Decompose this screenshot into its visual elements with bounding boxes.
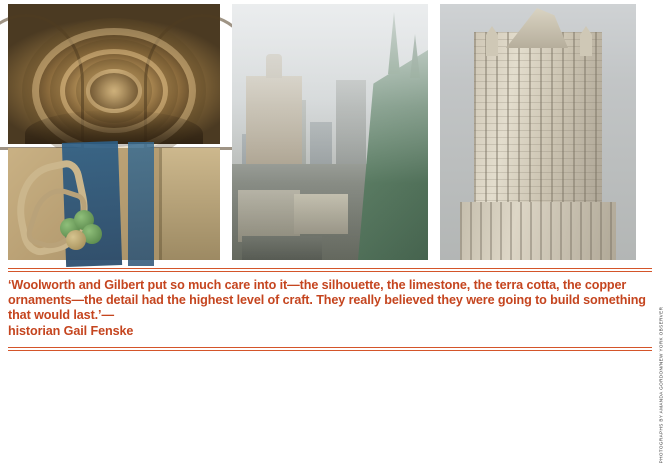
corner-turret [580,26,592,56]
terra-cotta-pilaster [159,148,220,260]
ornament-detail-photo [8,148,220,260]
photo-credit: PHOTOGRAPHS BY AMANDA GORDON/NEW YORK OBSERVER [659,306,664,463]
building-setback-base [460,202,616,260]
manhattan-skyline-photo [232,4,428,260]
pull-quote-text: ‘Woolworth and Gilbert put so much care into it—the silhouette, the limestone, the terra cotta, the copper ornaments—the detail had the highest level of craft. They really believed they were going to build something that would last.’— [8,278,646,323]
building-crown [506,8,568,48]
woolworth-building-photo [440,4,636,260]
ceiling-mosaic-photo [8,4,220,144]
stained-glass-panel-secondary [128,142,154,266]
rule-top-secondary [8,271,652,272]
ornament-flower [60,210,102,250]
rule-bottom-secondary [8,350,652,351]
pull-quote [8,278,648,339]
fog-overlay [232,4,428,260]
pull-quote-attribution: historian Gail Fenske [8,323,134,338]
ceiling-ring-inner [86,69,142,113]
rule-top [8,268,652,269]
rule-bottom [8,347,652,348]
corner-turret [486,26,498,56]
